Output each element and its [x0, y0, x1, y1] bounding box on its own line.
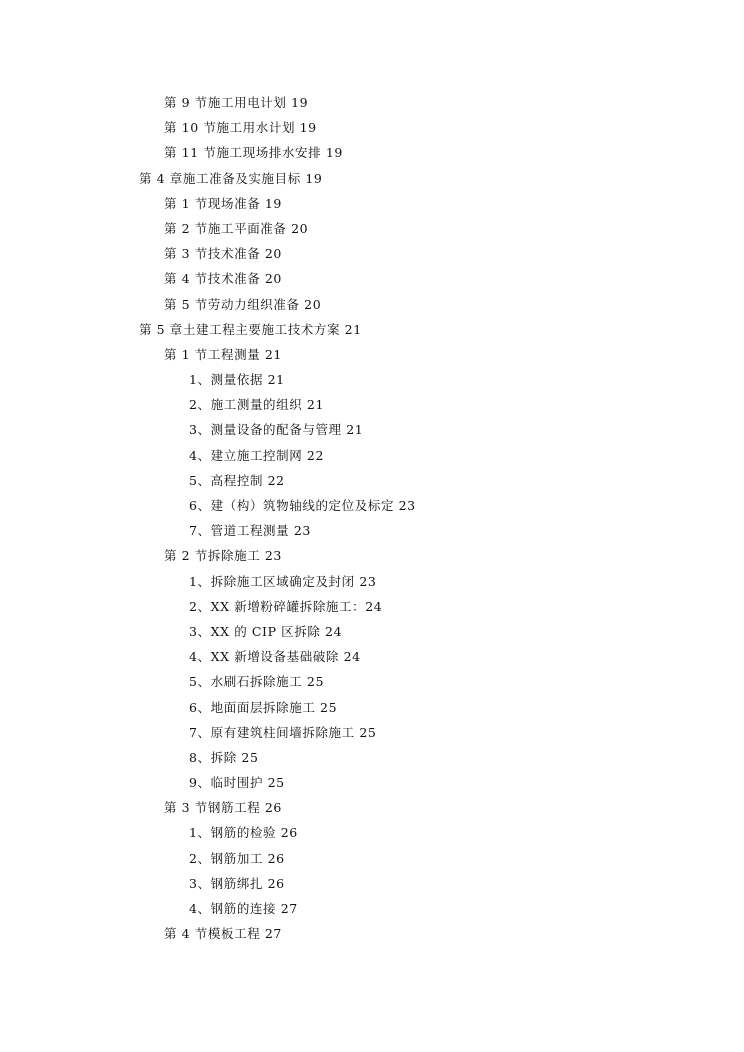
toc-subsection-entry: 3、测量设备的配备与管理 21 — [189, 422, 364, 438]
toc-subsection-entry: 9、临时围护 25 — [189, 775, 285, 791]
toc-subsection-entry: 6、建（构）筑物轴线的定位及标定 23 — [189, 498, 416, 513]
toc-subsection-entry: 3、XX 的 CIP 区拆除 24 — [189, 623, 343, 639]
toc-subsection-entry: 4、建立施工控制网 22 — [189, 447, 325, 463]
toc-chapter-entry: 第 4 章施工准备及实施目标 19 — [139, 170, 323, 186]
toc-chapter-entry: 第 5 章土建工程主要施工技术方案 21 — [139, 321, 362, 337]
toc-section-entry: 第 4 节技术准备 20 — [164, 271, 282, 287]
toc-section-entry: 第 11 节施工现场排水安排 19 — [164, 145, 343, 161]
toc-subsection-entry: 1、拆除施工区域确定及封闭 23 — [189, 573, 377, 589]
toc-subsection-entry: 2、XX 新增粉碎罐拆除施工：24 — [189, 598, 383, 614]
toc-subsection-entry: 5、高程控制 22 — [189, 472, 285, 488]
toc-subsection-entry: 3、钢筋绑扎 26 — [189, 875, 285, 891]
toc-section-entry: 第 2 节施工平面准备 20 — [164, 220, 309, 236]
toc-subsection-entry: 5、水刷石拆除施工 25 — [189, 674, 325, 690]
toc-section-entry: 第 1 节现场准备 19 — [164, 195, 282, 211]
toc-section-entry: 第 1 节工程测量 21 — [164, 346, 282, 362]
toc-subsection-entry: 2、施工测量的组织 21 — [189, 397, 325, 413]
toc-section-entry: 第 4 节模板工程 27 — [164, 926, 282, 942]
toc-subsection-entry: 7、管道工程测量 23 — [189, 523, 311, 539]
toc-subsection-entry: 1、钢筋的检验 26 — [189, 825, 298, 841]
toc-subsection-entry: 2、钢筋加工 26 — [189, 850, 285, 866]
toc-section-entry: 第 2 节拆除施工 23 — [164, 548, 282, 564]
toc-section-entry: 第 3 节钢筋工程 26 — [164, 800, 282, 816]
toc-subsection-entry: 1、测量依据 21 — [189, 372, 285, 388]
toc-subsection-entry: 4、钢筋的连接 27 — [189, 901, 298, 916]
table-of-contents — [0, 90, 744, 946]
toc-subsection-entry: 7、原有建筑柱间墙拆除施工 25 — [189, 724, 377, 740]
toc-section-entry: 第 9 节施工用电计划 19 — [164, 95, 309, 110]
toc-subsection-entry: 4、XX 新增设备基础破除 24 — [189, 649, 361, 665]
toc-section-entry: 第 3 节技术准备 20 — [164, 246, 282, 262]
toc-subsection-entry: 8、拆除 25 — [189, 749, 259, 765]
toc-section-entry: 第 10 节施工用水计划 19 — [164, 120, 317, 136]
toc-subsection-entry: 6、地面面层拆除施工 25 — [189, 699, 338, 715]
toc-section-entry: 第 5 节劳动力组织准备 20 — [164, 296, 322, 312]
